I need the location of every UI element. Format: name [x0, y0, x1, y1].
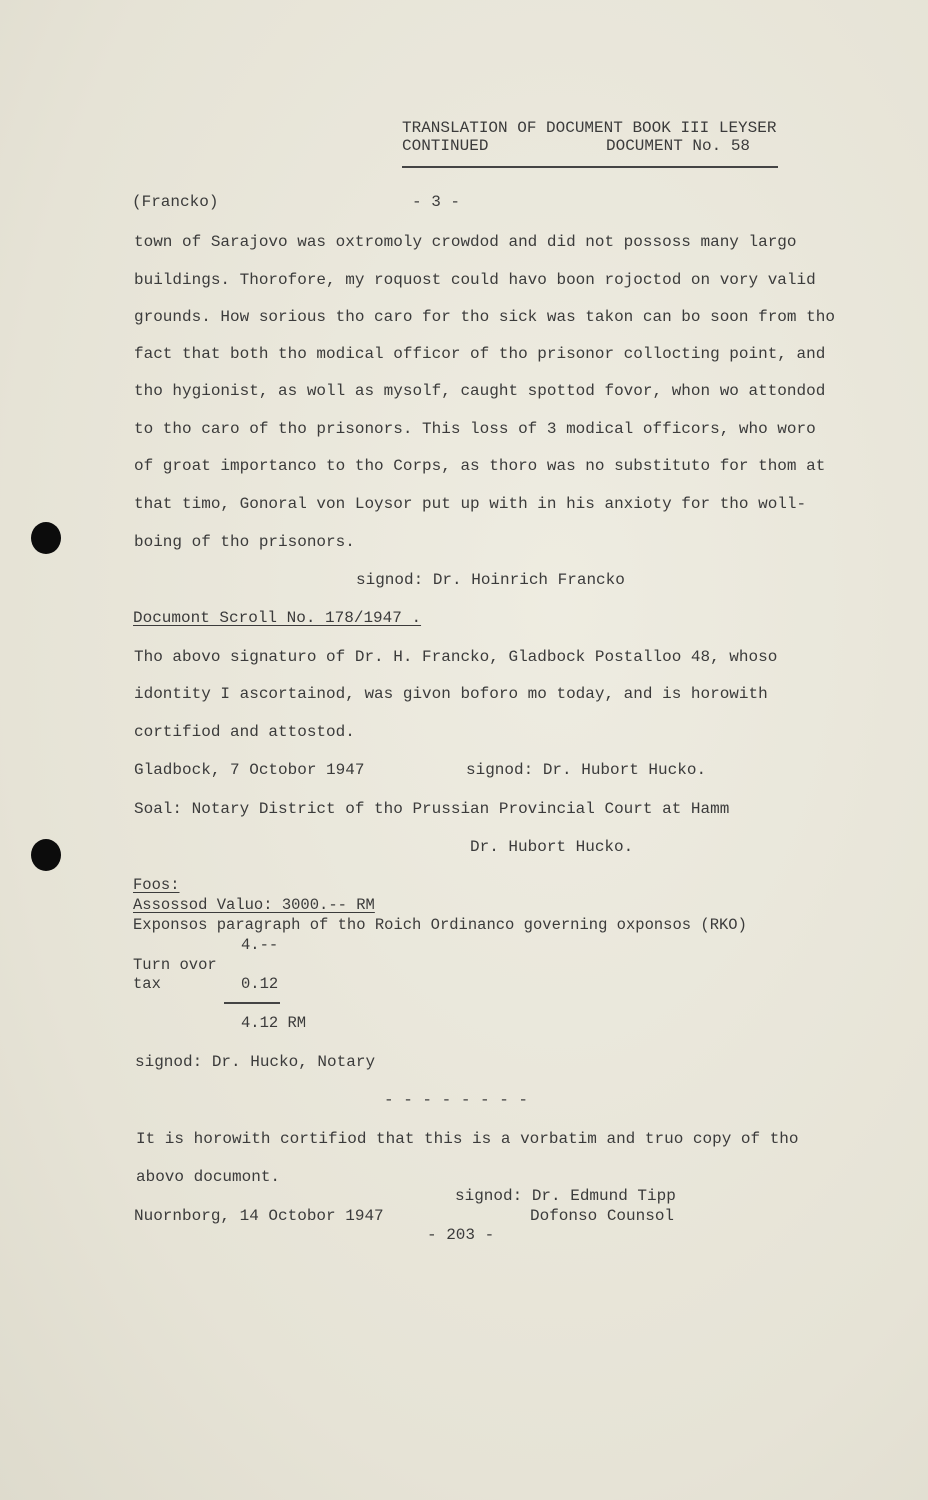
body-line: to tho caro of tho prisonors. This loss of 3 modical officors, who woro: [134, 420, 816, 438]
header-continued: CONTINUED: [402, 137, 489, 155]
body-line: buildings. Thorofore, my roquost could havo boon rojoctod on vory valid: [134, 271, 816, 289]
author-name: (Francko): [132, 193, 219, 211]
header-document-number: DOCUMENT No. 58: [606, 137, 751, 155]
punch-hole: [31, 839, 61, 871]
fees-tax-label: tax: [133, 975, 161, 993]
signature-francko: signod: Dr. Hoinrich Francko: [356, 571, 625, 589]
fees-title: Foos:: [133, 876, 180, 894]
body-line: town of Sarajovo was oxtromoly crowdod and did not possoss many largo: [134, 233, 797, 251]
final-place-date: Nuornborg, 14 Octobor 1947: [134, 1207, 384, 1225]
fees-assessed-value: Assossod Valuo: 3000.-- RM: [133, 896, 375, 914]
separator: - - - - - - - -: [384, 1091, 529, 1109]
signature-hucko: signod: Dr. Hubort Hucko.: [466, 761, 707, 779]
body-line: boing of tho prisonors.: [134, 533, 355, 551]
fees-expenses: Exponsos paragraph of tho Roich Ordinanco governing oxponsos (RKO): [133, 916, 747, 934]
page-number: - 3 -: [412, 193, 461, 211]
header-rule: [402, 166, 778, 168]
body-line: of groat importanco to tho Corps, as thoro was no substituto for thom at: [134, 457, 826, 475]
sum-rule: [224, 1002, 280, 1004]
body-line: fact that both tho modical officor of tho prisonor collocting point, and: [134, 345, 826, 363]
header-title: TRANSLATION OF DOCUMENT BOOK III LEYSER: [402, 119, 777, 137]
punch-hole: [31, 522, 61, 554]
body-line: that timo, Gonoral von Loysor put up with in his anxioty for tho woll-: [134, 495, 807, 513]
seal-text: Soal: Notary District of tho Prussian Provincial Court at Hamm: [134, 800, 730, 818]
fees-turnover-label: Turn ovor: [133, 956, 217, 974]
attestation-line: idontity I ascortainod, was givon boforo mo today, and is horowith: [134, 685, 768, 703]
signature-tipp: signod: Dr. Edmund Tipp: [455, 1187, 676, 1205]
document-scroll-number: Documont Scroll No. 178/1947 .: [133, 609, 422, 627]
fees-total: 4.12 RM: [241, 1014, 307, 1032]
attestation-line: Tho abovo signaturo of Dr. H. Francko, Gladbock Postalloo 48, whoso: [134, 648, 778, 666]
certification-line: abovo documont.: [136, 1168, 281, 1186]
body-line: grounds. How sorious tho caro for tho sick was takon can bo soon from tho: [134, 308, 835, 326]
counsel-title: Dofonso Counsol: [530, 1207, 675, 1225]
fees-tax-amount: 0.12: [241, 975, 279, 993]
attestation-line: cortifiod and attostod.: [134, 723, 355, 741]
place-date: Gladbock, 7 Octobor 1947: [134, 761, 365, 779]
body-line: tho hygionist, as woll as mysolf, caught spottod fovor, whon wo attondod: [134, 382, 826, 400]
certification-line: It is horowith cortifiod that this is a vorbatim and truo copy of tho: [136, 1130, 799, 1148]
signature-hucko-name: Dr. Hubort Hucko.: [470, 838, 634, 856]
fees-expenses-amount: 4.--: [241, 936, 279, 954]
signature-notary: signod: Dr. Hucko, Notary: [135, 1053, 376, 1071]
footer-page-number: - 203 -: [427, 1226, 495, 1244]
